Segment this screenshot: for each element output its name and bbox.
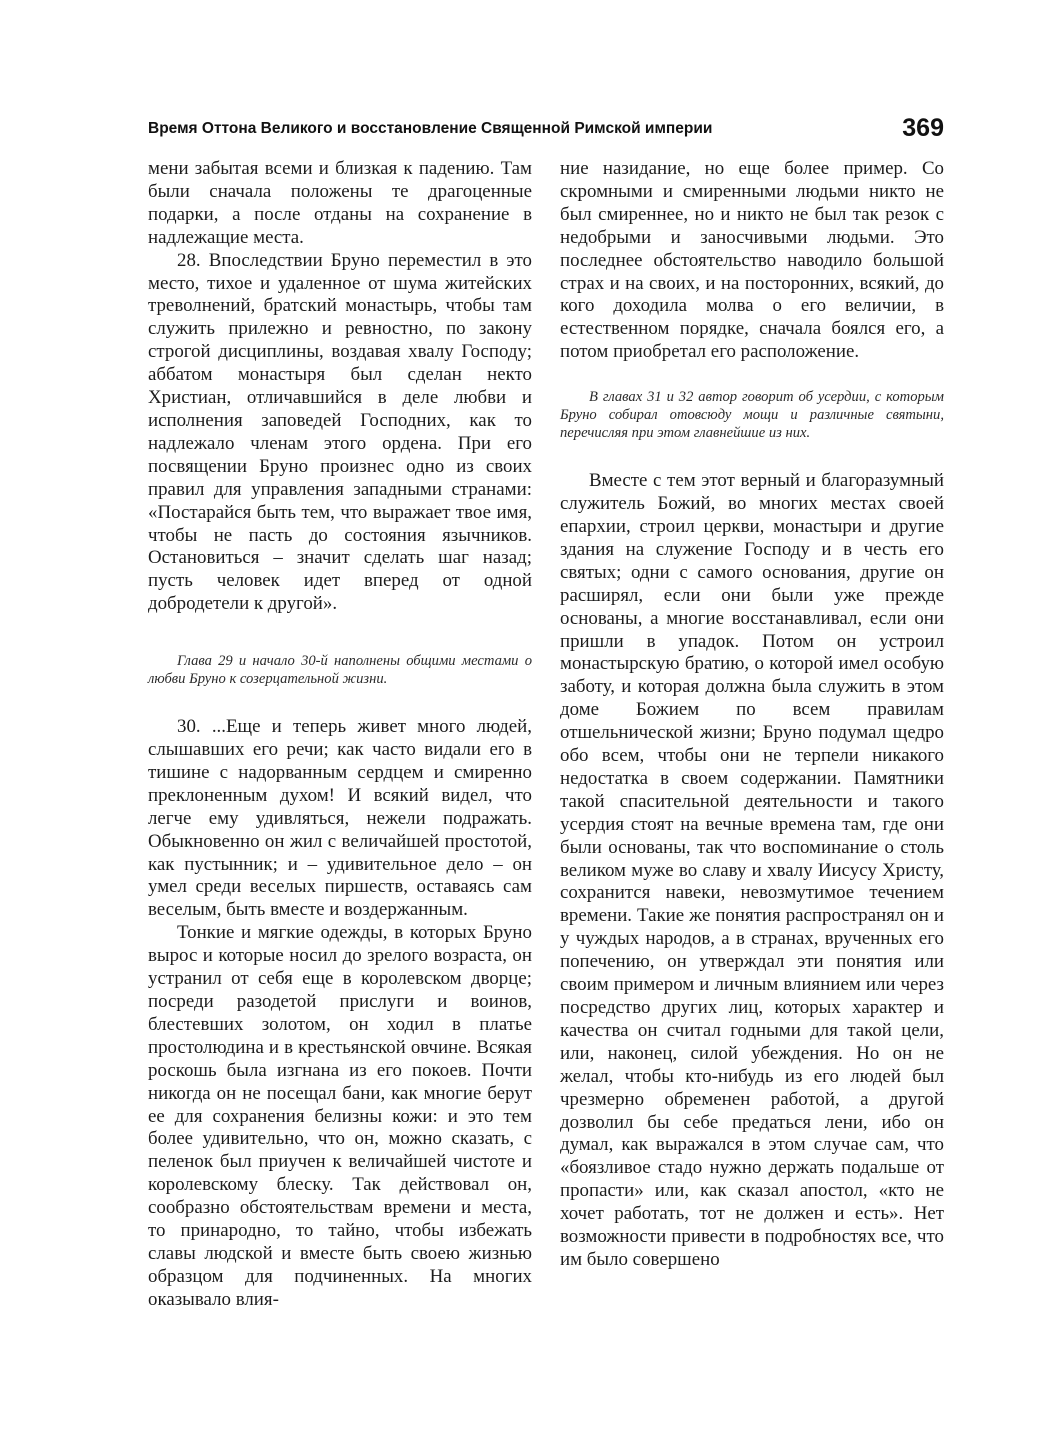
left-column (148, 158, 532, 1312)
editorial-note: В главах 31 и 32 автор говорит об усердии, с которым Бруно собирал отовсюду мощи и различные святыни, перечисляя при этом главнейшие из них. (560, 389, 944, 442)
running-title: Время Оттона Великого и восстановление Священной Римской империи (148, 120, 713, 137)
paragraph: Вместе с тем этот верный и благоразумный служитель Божий, во многих местах своей епархии, строил церкви, монастыри и другие здания на служение Господу и в честь его святых; одни с самого основания, другие он расширял, если они были уже прежде основаны, а многие восстанавливал, если они пришли в упадок. Потом он устроил монастырскую братию, о которой имел особую заботу, и которая должна была служить в этом доме Божием по всем правилам отшельнической жизни; Бруно подумал щедро обо всем, чтобы они не терпели никакого недостатка в своем содержании. Памятники такой спасительной деятельности и такого усердия стоят на вечные времена там, где они были основаны, так что воспоминание о столь великом муже во славу и хвалу Иисусу Христу, сохранится навеки, невозмутимое течением времени. Такие же понятия распространял он и у чуждых народов, а в странах, врученных его попечению, он утверждал эти понятия или своим примером и личным влиянием или через посредство других лиц, которых характер и качества он считал годными для такой цели, или, наконец, силой убеждения. Но он не желал, чтобы кто-нибудь из его людей был чрезмерно обременен работой, а другой дозволил бы себе предаться лени, ибо он думал, как выражался в этом случае сам, что «боязливое стадо нужно держать подальше от пропасти» или, как сказал апостол, «кто не хочет работать, тот не должен и есть». Нет возможности привести в подробностях все, что им было совершено (560, 470, 944, 1270)
paragraph: ние назидание, но еще более пример. Со скромными и смиренными людьми никто не был смиреннее, но и никто не был так резок с недобрыми и заносчивыми людьми. Это последнее обстоятельство наводило большой страх и на своих, и на посторонних, всякий, до кого доходила молва о его величии, в естественном порядке, сначала боялся его, а потом приобретал его расположение. (560, 158, 944, 363)
running-header (148, 114, 944, 148)
editorial-note: Глава 29 и начало 30-й наполнены общими местами о любви Бруно к созерцательной жизни. (148, 653, 532, 688)
page-number: 369 (902, 114, 944, 142)
paragraph: 28. Впоследствии Бруно переместил в это место, тихое и удаленное от шума житейских треволнений, братский монастырь, чтобы там служить прилежно и ревностно, по закону строгой дисциплины, воздавая хвалу Господу; аббатом монастыря был сделан некто Христиан, отличавшийся в деле любви и исполнения заповедей Господних, как то надлежало членам этого ордена. При его посвящении Бруно произнес одно из своих правил для управления западными странами: «Постарайся быть тем, что выражает твое имя, чтобы не пасть до состояния язычников. Остановиться – значит сделать шаг назад; пусть человек идет вперед от одной добродетели к другой». (148, 249, 532, 615)
paragraph: Тонкие и мягкие одежды, в которых Бруно вырос и которые носил до зрелого возраста, он устранил от себя еще в королевском дворце; посреди разодетой прислуги и воинов, блестевших золотом, он ходил в платье простолюдина и в крестьянской овчине. Всякая роскошь была изгнана из его покоев. Почти никогда он не посещал бани, как многие берут ее для сохранения белизны кожи: и это тем более удивительно, что он, можно сказать, с пеленок был приучен к величайшей чистоте и королевскому блеску. Так действовал он, сообразно обстоятельствам времени и места, то принародно, то тайно, чтобы избежать славы людской и вместе быть своею жизнью образцом для подчиненных. На многих оказывало влия- (148, 922, 532, 1310)
right-column (560, 158, 944, 1272)
paragraph: мени забытая всеми и близкая к падению. Там были сначала положены те драгоценные подарки, а после отданы на сохранение в надлежащие места. (148, 158, 532, 248)
paragraph: 30. ...Еще и теперь живет много людей, слышавших его речи; как часто видали его в тишине с надорванным сердцем и смиренно преклоненным духом! И всякий видел, что легче ему удивляться, нежели подражать. Обыкновенно он жил с величайшей простотой, как пустынник; и – удивительное дело – он умел среди веселых пиршеств, оставаясь сам веселым, быть вместе и воздержанным. (148, 716, 532, 921)
